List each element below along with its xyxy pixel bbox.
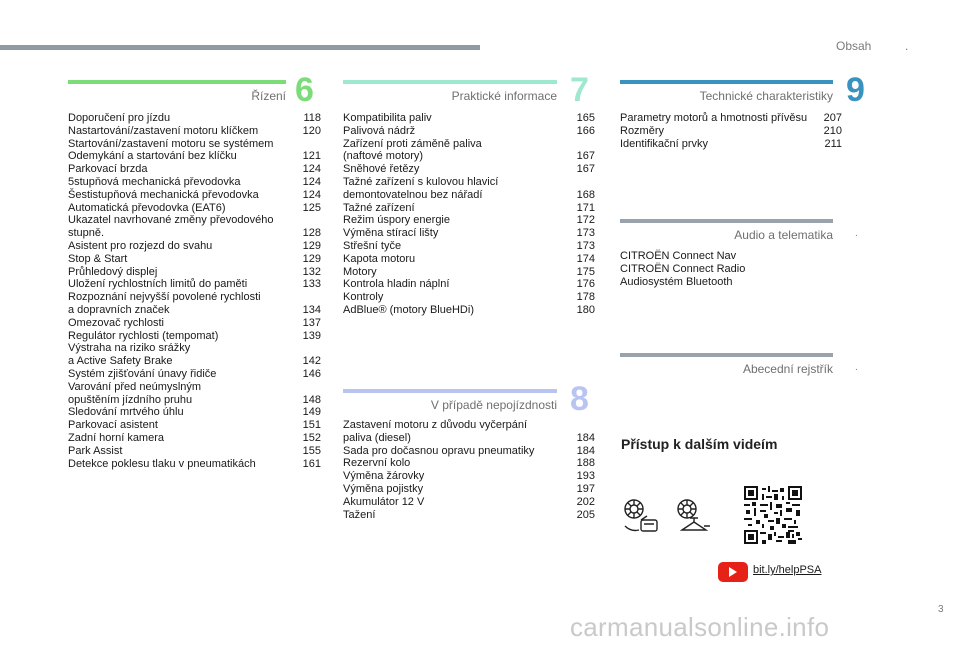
toc-entry[interactable] <box>343 163 595 176</box>
toc-entry[interactable] <box>343 202 595 215</box>
toc-entry[interactable] <box>343 176 595 202</box>
toc-entry[interactable] <box>68 278 321 291</box>
toc-entry-page: 137 <box>302 316 321 329</box>
toc-entry[interactable] <box>68 253 321 266</box>
toc-entry[interactable] <box>620 125 842 138</box>
toc-entry-label: Identifikační prvky <box>620 137 709 150</box>
toc-entry-label: Kontroly <box>343 291 384 304</box>
toc-entry[interactable] <box>68 368 321 381</box>
toc-entry-page: 175 <box>576 265 595 278</box>
toc-entry-label: Parkovací asistent <box>68 419 158 432</box>
section-7-title: Praktické informace <box>451 89 557 103</box>
toc-entry-label: Výstraha na riziko srážky a Active Safety Brake <box>68 342 191 368</box>
toc-entry-page: 210 <box>823 124 842 137</box>
toc-entry[interactable] <box>343 509 595 522</box>
index-section-bar <box>620 353 833 357</box>
toc-entry[interactable] <box>343 125 595 138</box>
toc-entry-page: 205 <box>576 508 595 521</box>
header-dot: . <box>905 39 909 53</box>
top-decorative-bar <box>0 45 480 50</box>
toc-entry-page: 148 <box>302 393 321 406</box>
section-8-number: 8 <box>570 380 589 418</box>
toc-entry-label: Zastavení motoru z důvodu vyčerpání paliva (diesel) <box>343 419 528 444</box>
toc-entry-label: Varování před neúmyslným opuštěním jízdního pruhu <box>68 380 202 406</box>
audio-list-item[interactable]: Audiosystém Bluetooth <box>620 275 733 288</box>
toc-entry-label: Rozměry <box>620 124 665 137</box>
videos-title: Přístup k dalším videím <box>621 436 778 452</box>
toc-entry-page: 142 <box>302 355 321 368</box>
qr-code-icon[interactable] <box>744 486 802 544</box>
spare-wheel-jack-icon[interactable] <box>674 496 714 536</box>
toc-entry-page: 118 <box>303 112 321 124</box>
toc-entry-label: Omezovač rychlosti <box>68 316 164 329</box>
toc-entry[interactable] <box>68 458 321 471</box>
toc-entry-label: AdBlue® (motory BlueHDi) <box>343 303 474 316</box>
toc-entry[interactable] <box>343 278 595 291</box>
toc-entry-page: 124 <box>302 188 321 201</box>
toc-entry-page: 166 <box>576 124 595 137</box>
toc-entry-page: 149 <box>302 406 321 419</box>
toc-entry-label: Stop & Start <box>68 252 128 265</box>
toc-entry[interactable] <box>343 304 595 317</box>
toc-entry[interactable] <box>68 342 321 368</box>
toc-entry-label: Tažné zařízení <box>343 201 415 214</box>
toc-entry[interactable] <box>68 125 321 138</box>
section-9-bar <box>620 80 833 84</box>
toc-entry-label: Zadní horní kamera <box>68 431 164 444</box>
toc-entry[interactable] <box>343 483 595 496</box>
toc-entry[interactable] <box>343 253 595 266</box>
toc-entry[interactable] <box>68 330 321 343</box>
toc-entry-page: 121 <box>302 150 321 163</box>
toc-entry-label: Regulátor rychlosti (tempomat) <box>68 329 219 342</box>
toc-entry-page: 168 <box>576 188 595 201</box>
toc-entry-page: 151 <box>302 419 321 432</box>
toc-entry[interactable] <box>68 432 321 445</box>
toc-entry-page: 184 <box>576 444 595 457</box>
toc-entry[interactable] <box>343 240 595 253</box>
toc-entry[interactable] <box>343 470 595 483</box>
toc-entry-label: Motory <box>343 265 377 278</box>
audio-section-bar <box>620 219 833 223</box>
toc-entry[interactable] <box>68 202 321 215</box>
section-7-number: 7 <box>570 71 589 109</box>
toc-entry-label: Sada pro dočasnou opravu pneumatiky <box>343 444 535 457</box>
toc-entry-label: Uložení rychlostních limitů do paměti <box>68 278 248 291</box>
toc-entry-label: Průhledový displej <box>68 265 158 278</box>
section-6-bar <box>68 80 286 84</box>
toc-entry-label: Kontrola hladin náplní <box>343 278 450 291</box>
toc-entry[interactable] <box>68 214 321 240</box>
toc-entry-label: Parkovací brzda <box>68 163 148 176</box>
toc-entry[interactable] <box>68 266 321 279</box>
section-9-title: Technické charakteristiky <box>699 89 833 103</box>
index-section-title: Abecední rejstřík <box>742 362 833 376</box>
toc-entry[interactable] <box>68 406 321 419</box>
toc-entry-page: 152 <box>302 431 321 444</box>
toc-entry-page: 188 <box>576 457 595 470</box>
toc-entry-page: 155 <box>302 444 321 457</box>
toc-entry-page: 129 <box>302 239 321 252</box>
section-9-number: 9 <box>846 71 865 109</box>
audio-section-title: Audio a telematika <box>734 228 833 242</box>
youtube-icon[interactable] <box>718 562 748 582</box>
toc-entry-label: Režim úspory energie <box>343 214 450 227</box>
toc-entry-page: 133 <box>302 278 321 291</box>
toc-entry-label: Startování/zastavení motoru se systémem Odemykání a startování bez klíčku <box>68 137 274 163</box>
toc-entry-page: 184 <box>576 431 595 444</box>
toc-entry-page: 124 <box>302 163 321 176</box>
toc-entry-label: Asistent pro rozjezd do svahu <box>68 239 213 252</box>
toc-entry-page: 173 <box>576 239 595 252</box>
toc-entry[interactable] <box>620 138 842 151</box>
toc-entry[interactable] <box>343 445 595 458</box>
toc-entry-page: 167 <box>576 150 595 163</box>
toc-entry-page: 132 <box>302 265 321 278</box>
toc-entry[interactable] <box>68 445 321 458</box>
toc-entry-page: 178 <box>576 291 595 304</box>
toc-entry-label: Nastartování/zastavení motoru klíčkem <box>68 124 259 137</box>
section-7-bar <box>343 80 557 84</box>
watermark: carmanualsonline.info <box>570 612 830 642</box>
toc-entry-label: Kapota motoru <box>343 252 416 265</box>
toc-entry-label: Parametry motorů a hmotnosti přívěsu <box>620 112 808 124</box>
toc-entry-page: 167 <box>576 163 595 176</box>
toc-entry-label: Šestistupňová mechanická převodovka <box>68 188 259 201</box>
toc-entry-label: Palivová nádrž <box>343 124 416 137</box>
toc-entry[interactable] <box>343 457 595 470</box>
section-9-toc <box>620 112 842 150</box>
toc-entry-label: Doporučení pro jízdu <box>68 112 171 124</box>
toc-entry-page: 124 <box>302 175 321 188</box>
toc-entry[interactable] <box>343 138 595 164</box>
toc-entry-page: 161 <box>302 457 321 470</box>
toc-entry-label: Akumulátor 12 V <box>343 495 425 508</box>
toc-entry[interactable] <box>68 176 321 189</box>
toc-entry-page: 134 <box>302 303 321 316</box>
toc-entry-label: Rezervní kolo <box>343 457 411 470</box>
audio-section-header <box>620 219 833 243</box>
videos-link[interactable]: bit.ly/helpPSA <box>753 564 822 576</box>
toc-entry[interactable] <box>343 266 595 279</box>
toc-entry[interactable] <box>68 189 321 202</box>
toc-entry-label: Tažné zařízení s kulovou hlavicí demontovatelnou bez nářadí <box>343 175 499 201</box>
toc-entry[interactable] <box>343 419 595 445</box>
toc-entry-label: Detekce poklesu tlaku v pneumatikách <box>68 457 256 470</box>
section-8-header <box>343 389 557 413</box>
toc-entry[interactable] <box>343 214 595 227</box>
page-number: 3 <box>938 604 944 615</box>
toc-entry-label: Sněhové řetězy <box>343 163 420 176</box>
toc-entry-page: 174 <box>576 252 595 265</box>
toc-entry[interactable] <box>343 227 595 240</box>
toc-entry-label: Výměna pojistky <box>343 482 424 495</box>
toc-entry-label: Zařízení proti záměně paliva (naftové motory) <box>343 137 482 163</box>
index-section-header <box>620 353 833 377</box>
toc-entry[interactable] <box>343 496 595 509</box>
toc-entry-page: 172 <box>576 214 595 227</box>
toc-entry[interactable] <box>68 240 321 253</box>
audio-list-item[interactable]: CITROËN Connect Radio <box>620 262 746 275</box>
toc-entry[interactable] <box>620 112 842 125</box>
toc-entry-page: 125 <box>302 201 321 214</box>
toc-entry-page: 165 <box>576 112 595 124</box>
toc-entry[interactable] <box>343 112 595 125</box>
toc-entry-page: 146 <box>302 367 321 380</box>
toc-entry-label: Kompatibilita paliv <box>343 112 432 124</box>
toc-entry-page: 171 <box>576 201 595 214</box>
toc-entry[interactable] <box>68 419 321 432</box>
toc-entry-page: 129 <box>302 252 321 265</box>
section-8-toc <box>343 419 595 521</box>
toc-entry-page: 180 <box>576 303 595 316</box>
toc-entry-page: 120 <box>302 124 321 137</box>
toc-entry-label: Rozpoznání nejvyšší povolené rychlosti a dopravních značek <box>68 291 261 316</box>
toc-entry-label: Výměna stírací lišty <box>343 227 439 240</box>
toc-entry-label: Tažení <box>343 508 376 521</box>
section-6-number: 6 <box>295 71 314 109</box>
toc-entry[interactable] <box>68 317 321 330</box>
toc-entry-label: Střešní tyče <box>343 239 402 252</box>
section-6-title: Řízení <box>251 89 286 103</box>
audio-section-dot: . <box>855 228 858 239</box>
section-8-bar <box>343 389 557 393</box>
toc-entry-label: 5stupňová mechanická převodovka <box>68 175 241 188</box>
tyre-repair-kit-icon[interactable] <box>621 496 661 536</box>
toc-entry[interactable] <box>343 291 595 304</box>
toc-entry-page: 207 <box>823 112 842 124</box>
section-6-header <box>68 80 286 104</box>
toc-entry-label: Automatická převodovka (EAT6) <box>68 201 226 214</box>
toc-entry[interactable] <box>68 138 321 164</box>
section-7-header <box>343 80 557 104</box>
toc-entry-label: Sledování mrtvého úhlu <box>68 406 184 419</box>
section-8-title: V případě nepojízdnosti <box>430 398 557 412</box>
audio-list-item[interactable]: CITROËN Connect Nav <box>620 250 737 262</box>
toc-entry-page: 176 <box>576 278 595 291</box>
toc-entry-page: 173 <box>576 227 595 240</box>
toc-entry-label: Systém zjišťování únavy řidiče <box>68 367 217 380</box>
toc-entry[interactable] <box>68 112 321 125</box>
toc-entry[interactable] <box>68 291 321 317</box>
toc-entry-label: Výměna žárovky <box>343 470 425 483</box>
toc-entry-page: 139 <box>302 329 321 342</box>
section-9-header <box>620 80 833 104</box>
header-title: Obsah <box>836 39 872 53</box>
toc-entry-page: 193 <box>576 470 595 483</box>
section-7-toc <box>343 112 595 317</box>
toc-entry[interactable] <box>68 163 321 176</box>
toc-entry-page: 202 <box>576 495 595 508</box>
toc-entry-page: 197 <box>576 482 595 495</box>
index-section-dot: . <box>855 362 858 373</box>
toc-entry-label: Ukazatel navrhované změny převodového stupně. <box>68 214 274 240</box>
toc-entry-page: 211 <box>824 137 842 150</box>
toc-entry-label: Park Assist <box>68 444 123 457</box>
section-6-toc <box>68 112 321 470</box>
toc-entry-page: 128 <box>302 227 321 240</box>
audio-section-list <box>620 250 745 288</box>
toc-entry[interactable] <box>68 381 321 407</box>
